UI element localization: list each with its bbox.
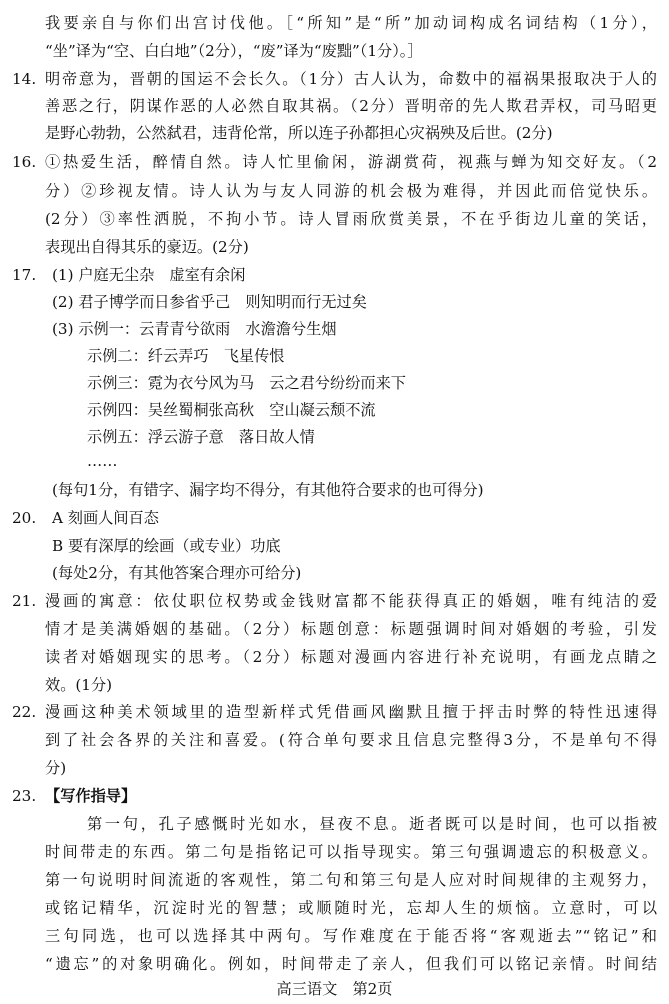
question-number: 23. [12,787,37,805]
section-heading: 【写作指导】 [45,787,137,805]
page-footer: 高三语文 第2页 [276,980,393,998]
question-number: 16. [12,153,37,171]
question-number: 17. [12,266,37,284]
question-number: 21. [12,592,37,610]
question-number: 20. [12,509,37,527]
question-number: 22. [12,703,37,721]
answer-key-page: 我要亲自与你们出宫讨伐他。［“所知”是“所”加动词构成名词结构（1分）， “坐”译为“空、白白地”（2分），“废”译为“废黜”（1分）。］ 14. 明帝意为，晋朝的国运不会长久。（1分）古人认为，命数中的福祸果报取决于人的 善恶之行，阴谋作恶的人必然自取其祸。（2分）晋明帝的先人欺君弄权，司马昭更 是野心勃勃，公然弑君，违背伦常，所以连子孙都担心灾祸殃及后世。(2分) 16. ①热爱生活，醉情自然。诗人忙里偷闲，游湖赏荷，视燕与蝉为知交好友。（2 分）②珍视友情。诗人认为与友人同游的机会极为难得，并因此而倍觉快乐。 (2分）③率性洒脱，不拘小节。诗人冒雨欣赏美景，不在乎街边儿童的笑话， 表现出自得其乐的豪迈。(2分) 17. (1) 户庭无尘杂 虚室有余闲 (2) 君子博学而日参省乎己 则知明而行无过矣 (3) 示例一：云青青兮欲雨 水澹澹兮生烟 示例二：纤云弄巧 飞星传恨 示例三：霓为衣兮风为马 云之君兮纷纷而来下 示例四：吴丝蜀桐张高秋 空山凝云颓不流 示例五：浮云游子意 落日故人情 …… (每句1分，有错字、漏字均不得分，有其他符合要求的也可得分) 20. A 刻画人间百态 B 要有深厚的绘画（或专业）功底 (每处2分，有其他答案合理亦可给分) 21. 漫画的寓意：依仗职位权势或金钱财富都不能获得真正的婚姻，唯有纯洁的爱 情才是美满婚姻的基础。（2分）标题创意：标题强调时间对婚姻的考验，引发 读者对婚姻现实的思考。（2分）标题对漫画内容进行补充说明，有画龙点睛之 效。(1分) 22. 漫画这种美术领域里的造型新样式凭借画风幽默且擅于抨击时弊的特性迅速得 到了社会各界的关注和喜爱。(符合单句要求且信息完整得3分，不是单句不得 分) 23. 【写作指导】 第一句，孔子感慨时光如水，昼夜不息。逝者既可以是时间，也可以指被 时间带走的东西。第二句是指铭记可以指导现实。第三句强调遗忘的积极意义。 第一句说明时间流逝的客观性，第二句和第三句是人应对时间规律的主观努力， 或铭记精华，沉淀时光的智慧；或顺随时光，忘却人生的烦恼。立意时，可以 三句同选，也可以选择其中两句。写作难度在于能否将“客观逝去”“铭记”和 “遗忘”的对象明确化。例如，时间带走了亲人，但我们可以铭记亲情。时间结 高三语文 第2页 [0,0,669,1004]
question-number: 14. [12,70,37,88]
